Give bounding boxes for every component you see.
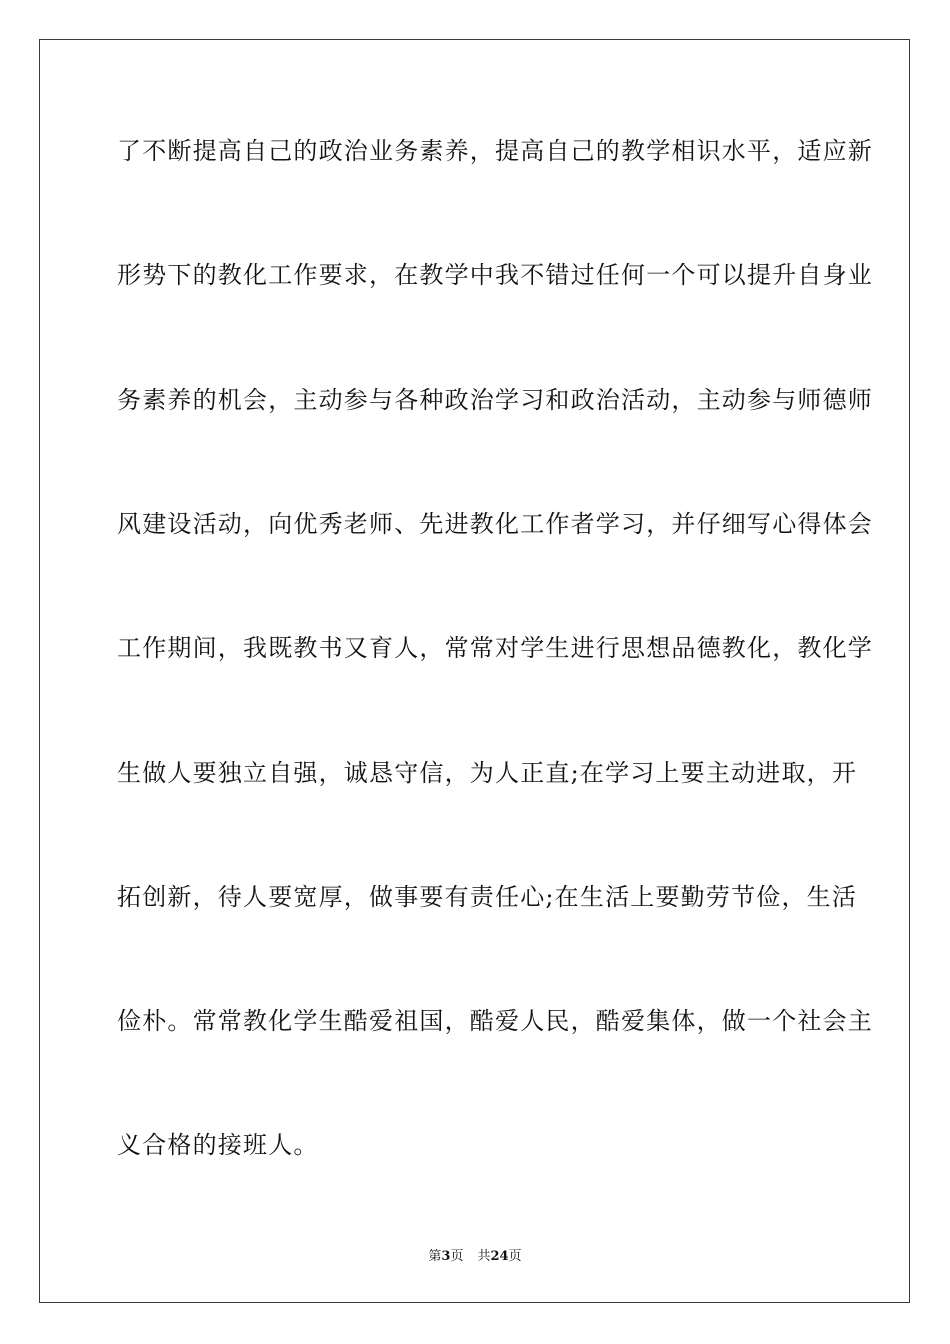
- body-text-line: 务素养的机会，主动参与各种政治学习和政治活动，主动参与师德师: [117, 386, 873, 414]
- body-text-line: 风建设活动，向优秀老师、先进教化工作者学习，并仔细写心得体会: [117, 510, 873, 538]
- body-text-line: 了不断提高自己的政治业务素养，提高自己的教学相识水平，适应新: [117, 137, 873, 165]
- body-text-line: 工作期间，我既教书又育人，常常对学生进行思想品德教化，教化学: [117, 634, 873, 662]
- page-footer: [0, 1245, 950, 1264]
- body-text-line: 生做人要独立自强，诚恳守信，为人正直;在学习上要主动进取，开: [117, 759, 858, 787]
- body-text-line: 拓创新，待人要宽厚，做事要有责任心;在生活上要勤劳节俭，生活: [117, 883, 858, 911]
- total-pages: 24: [490, 1249, 509, 1264]
- body-text-line: 形势下的教化工作要求，在教学中我不错过任何一个可以提升自身业: [117, 261, 873, 289]
- body-text-line: 俭朴。常常教化学生酷爱祖国，酷爱人民，酷爱集体，做一个社会主: [117, 1007, 873, 1035]
- page-number: 3: [441, 1249, 451, 1264]
- body-text-line: 义合格的接班人。: [117, 1131, 319, 1159]
- page-border: [39, 39, 910, 1303]
- page-suffix: 页: [450, 1249, 464, 1264]
- total-suffix: 页: [508, 1249, 522, 1264]
- total-prefix: 共: [477, 1249, 491, 1264]
- page-prefix: 第: [428, 1249, 442, 1264]
